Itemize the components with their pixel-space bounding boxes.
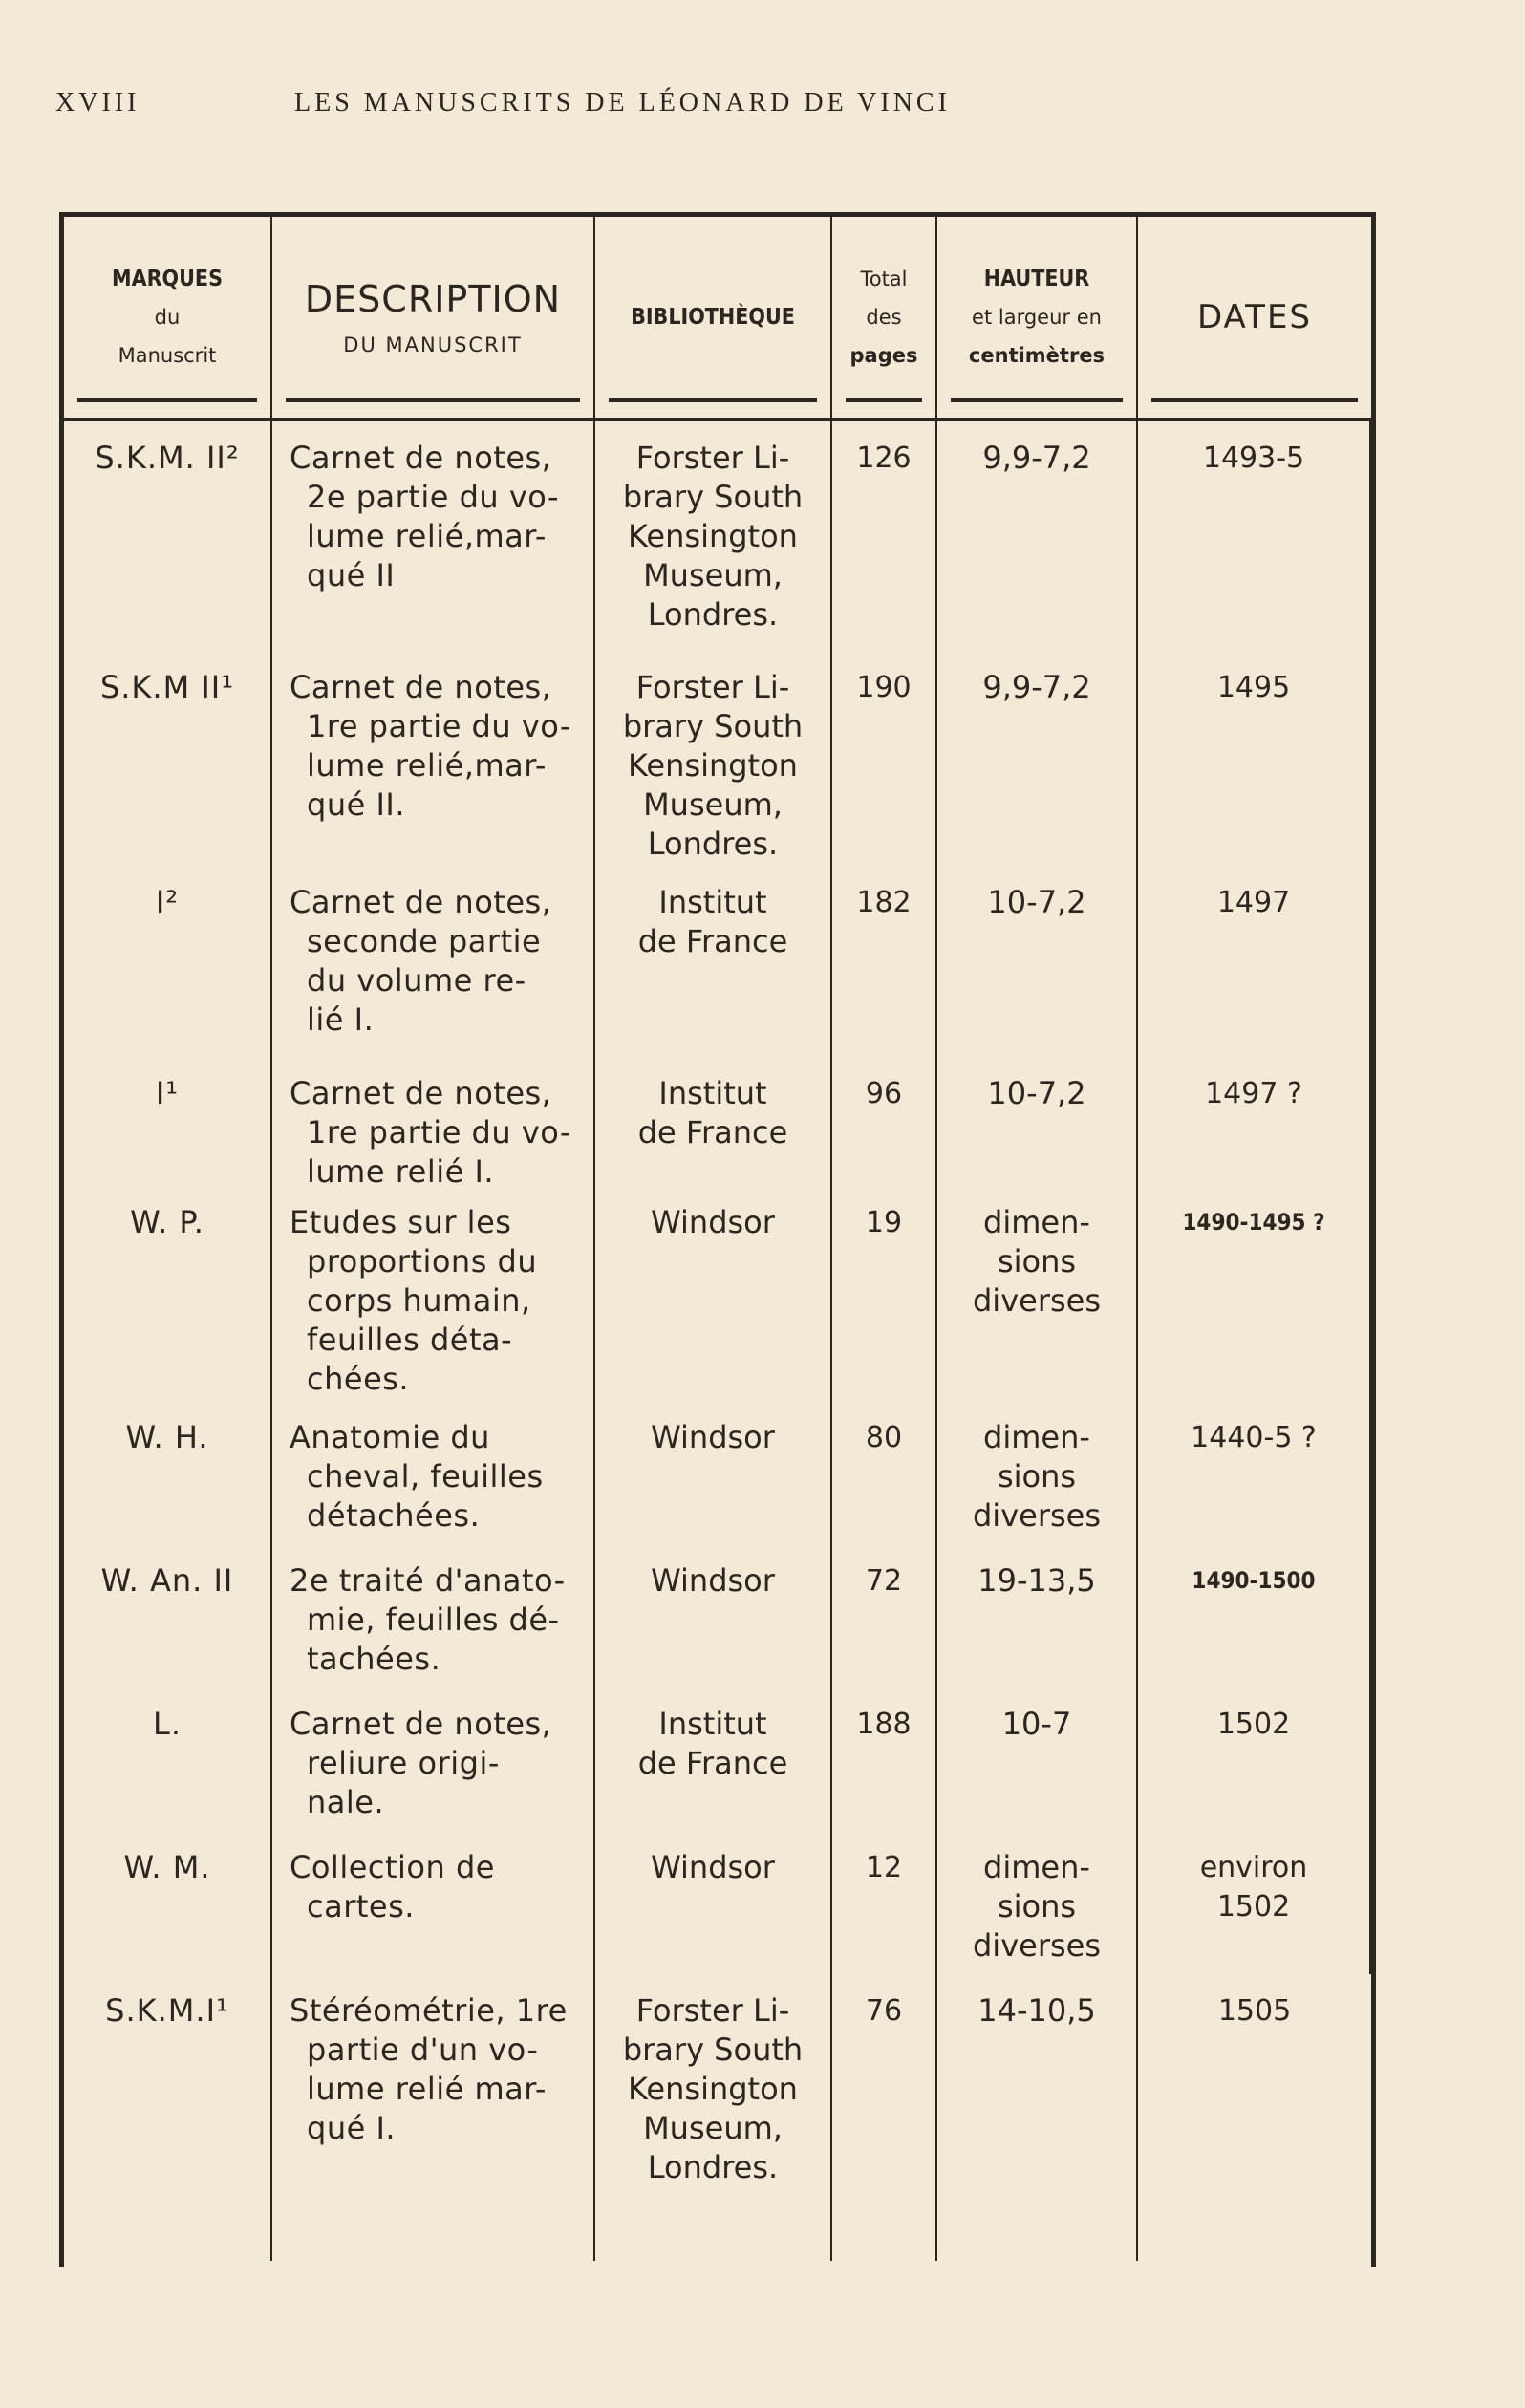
row-date	[1138, 1974, 1371, 2261]
row-total-pages	[832, 1974, 937, 2261]
row-mark	[64, 1186, 272, 1401]
row-description	[272, 1688, 595, 1831]
description-line: 2e partie du vo-	[307, 479, 560, 515]
library-line: Windsor	[651, 1562, 775, 1599]
dimensions-line: sions	[997, 1458, 1077, 1494]
row-library	[595, 1688, 832, 1831]
dimensions-line: 19-13,5	[977, 1562, 1096, 1599]
row-total-pages	[832, 1401, 937, 1544]
library-line: Museum,	[643, 786, 783, 823]
date-line: 1495	[1216, 671, 1291, 704]
row-date	[1138, 1544, 1371, 1688]
library-line: Windsor	[651, 1419, 775, 1455]
row-mark	[64, 866, 272, 1057]
row-library	[595, 866, 832, 1057]
library-line: de France	[637, 1745, 788, 1781]
row-date	[1138, 651, 1371, 866]
date-line: 1497	[1216, 886, 1291, 919]
description-line: qué II.	[307, 786, 405, 823]
header-marques: MARQUES du Manuscrit	[64, 217, 272, 418]
library-line: Kensington	[628, 747, 798, 784]
library-line: brary South	[622, 2032, 804, 2068]
total-pages: 12	[865, 1851, 903, 1884]
row-total-pages	[832, 1057, 937, 1186]
description-line: Stéréométrie, 1re	[290, 1992, 568, 2029]
manuscript-mark: W. M.	[123, 1849, 211, 1885]
library-line: Forster Li-	[635, 669, 790, 705]
library-line: de France	[637, 923, 788, 959]
total-pages: 96	[865, 1077, 903, 1110]
row-mark	[64, 651, 272, 866]
row-mark	[64, 1688, 272, 1831]
library-line: Kensington	[628, 518, 798, 554]
header-dates: DATES	[1138, 217, 1371, 418]
date-line: 1493-5	[1202, 441, 1305, 475]
description-line: proportions du	[307, 1243, 538, 1279]
row-total-pages	[832, 1186, 937, 1401]
manuscript-mark: W. H.	[125, 1419, 209, 1455]
table-body	[64, 421, 1371, 2261]
total-pages: 182	[856, 886, 912, 919]
row-library	[595, 1401, 832, 1544]
row-dimensions	[937, 866, 1138, 1057]
total-pages: 72	[865, 1564, 903, 1598]
page-number: XVIII	[55, 88, 140, 118]
row-dimensions	[937, 1974, 1138, 2261]
row-description	[272, 421, 595, 651]
row-date	[1138, 1057, 1371, 1186]
dimensions-line: 9,9-7,2	[982, 669, 1091, 705]
row-date	[1138, 421, 1371, 651]
row-description	[272, 1974, 595, 2261]
row-dimensions	[937, 1401, 1138, 1544]
row-library	[595, 421, 832, 651]
dimensions-line: diverses	[972, 1927, 1101, 1964]
row-description	[272, 1831, 595, 1974]
dimensions-line: 14-10,5	[977, 1992, 1096, 2029]
row-date	[1138, 866, 1371, 1057]
header-total: Total des pages	[832, 217, 937, 418]
library-line: de France	[637, 1114, 788, 1150]
header-bibliotheque: BIBLIOTHÈQUE	[595, 217, 832, 418]
library-line: Windsor	[651, 1849, 775, 1885]
library-line: Forster Li-	[635, 440, 790, 476]
dimensions-line: 10-7	[1001, 1706, 1072, 1742]
row-total-pages	[832, 866, 937, 1057]
row-description	[272, 1544, 595, 1688]
row-library	[595, 1831, 832, 1974]
description-line: Carnet de notes,	[290, 669, 552, 705]
date-line: 1440-5 ?	[1191, 1421, 1317, 1454]
total-pages: 190	[856, 671, 912, 704]
manuscript-mark: I¹	[155, 1075, 180, 1111]
description-line: lume relié mar-	[307, 2071, 547, 2107]
row-description	[272, 1401, 595, 1544]
date-line: 1502	[1216, 1708, 1291, 1741]
table-header	[64, 217, 1371, 421]
description-line: Collection de	[290, 1849, 495, 1885]
manuscript-mark: S.K.M II¹	[99, 669, 235, 705]
dimensions-line: 10-7,2	[987, 1075, 1086, 1111]
description-line: lume relié,mar-	[307, 747, 547, 784]
row-library	[595, 651, 832, 866]
header-hauteur: HAUTEUR et largeur en centimètres	[937, 217, 1138, 418]
row-date	[1138, 1688, 1371, 1831]
dimensions-line: dimen-	[983, 1204, 1090, 1240]
row-total-pages	[832, 651, 937, 866]
description-line: cartes.	[307, 1888, 415, 1924]
row-total-pages	[832, 1688, 937, 1831]
dimensions-line: dimen-	[983, 1849, 1090, 1885]
description-line: 2e traité d'anato-	[290, 1562, 566, 1599]
description-line: détachées.	[307, 1497, 481, 1534]
library-line: Museum,	[643, 557, 783, 593]
total-pages: 188	[856, 1708, 912, 1741]
description-line: qué I.	[307, 2110, 397, 2146]
description-line: cheval, feuilles	[307, 1458, 544, 1494]
description-line: du volume re-	[307, 962, 526, 999]
manuscripts-table	[59, 212, 1376, 2267]
row-dimensions	[937, 1831, 1138, 1974]
row-description	[272, 651, 595, 866]
dimensions-line: diverses	[972, 1497, 1101, 1534]
date-line: 1505	[1217, 1994, 1292, 2028]
header-description: DESCRIPTION DU MANUSCRIT	[272, 217, 595, 418]
row-dimensions	[937, 651, 1138, 866]
row-date	[1138, 1186, 1371, 1401]
manuscript-mark: W. P.	[130, 1204, 204, 1240]
description-line: seconde partie	[307, 923, 542, 959]
dimensions-line: dimen-	[983, 1419, 1090, 1455]
date-line: 1497 ?	[1205, 1077, 1302, 1110]
row-mark	[64, 1974, 272, 2261]
row-mark	[64, 1544, 272, 1688]
row-dimensions	[937, 421, 1138, 651]
row-description	[272, 1057, 595, 1190]
dimensions-line: 9,9-7,2	[982, 440, 1091, 476]
date-line: 1502	[1216, 1890, 1291, 1924]
description-line: Carnet de notes,	[290, 440, 552, 476]
row-total-pages	[832, 421, 937, 651]
row-library	[595, 1057, 832, 1186]
library-line: Kensington	[628, 2071, 798, 2107]
row-description	[272, 1186, 595, 1401]
row-date	[1138, 1401, 1371, 1544]
library-line: brary South	[622, 708, 804, 744]
description-line: lume relié I.	[307, 1153, 495, 1190]
row-total-pages	[832, 1831, 937, 1974]
library-line: Londres.	[647, 826, 779, 862]
total-pages: 19	[865, 1206, 903, 1239]
row-mark	[64, 1401, 272, 1544]
library-line: Forster Li-	[635, 1992, 790, 2029]
description-line: Carnet de notes,	[290, 1706, 552, 1742]
dimensions-line: diverses	[972, 1282, 1101, 1319]
total-pages: 80	[865, 1421, 903, 1454]
library-line: Institut	[658, 1706, 767, 1742]
library-line: Museum,	[643, 2110, 783, 2146]
description-line: chées.	[307, 1361, 410, 1397]
manuscript-mark: S.K.M.I¹	[105, 1992, 229, 2029]
library-line: Institut	[658, 884, 767, 920]
row-mark	[64, 1057, 272, 1186]
library-line: Londres.	[647, 2149, 779, 2185]
date-line: 1490-1495 ?	[1182, 1209, 1325, 1236]
description-line: feuilles déta-	[307, 1322, 513, 1358]
row-dimensions	[937, 1688, 1138, 1831]
row-library	[595, 1186, 832, 1401]
description-line: tachées.	[307, 1641, 441, 1677]
row-date	[1138, 1831, 1371, 1974]
row-library	[595, 1544, 832, 1688]
total-pages: 76	[865, 1994, 903, 2028]
description-line: mie, feuilles dé-	[307, 1602, 560, 1638]
description-line: 1re partie du vo-	[307, 708, 571, 744]
manuscript-mark: W. An. II	[100, 1562, 234, 1599]
dimensions-line: sions	[997, 1243, 1077, 1279]
library-line: Institut	[658, 1075, 767, 1111]
description-line: Carnet de notes,	[290, 1075, 552, 1111]
row-total-pages	[832, 1544, 937, 1688]
library-line: Londres.	[647, 596, 779, 633]
row-description	[272, 866, 595, 1057]
description-line: Anatomie du	[290, 1419, 490, 1455]
description-line: Etudes sur les	[290, 1204, 512, 1240]
description-line: lié I.	[307, 1001, 375, 1038]
date-line: environ	[1199, 1851, 1308, 1884]
description-line: partie d'un vo-	[307, 2032, 539, 2068]
date-line: 1490-1500	[1192, 1567, 1316, 1594]
library-line: brary South	[622, 479, 804, 515]
description-line: 1re partie du vo-	[307, 1114, 571, 1150]
manuscript-mark: L.	[153, 1706, 182, 1742]
running-title: LES MANUSCRITS DE LÉONARD DE VINCI	[294, 88, 951, 118]
dimensions-line: 10-7,2	[987, 884, 1086, 920]
description-line: reliure origi-	[307, 1745, 500, 1781]
description-line: nale.	[307, 1784, 385, 1820]
row-mark	[64, 421, 272, 651]
description-line: corps humain,	[307, 1282, 531, 1319]
row-dimensions	[937, 1544, 1138, 1688]
row-library	[595, 1974, 832, 2261]
row-dimensions	[937, 1186, 1138, 1401]
dimensions-line: sions	[997, 1888, 1077, 1924]
total-pages: 126	[856, 441, 912, 475]
manuscript-mark: S.K.M. II²	[95, 440, 240, 476]
row-mark	[64, 1831, 272, 1974]
row-dimensions	[937, 1057, 1138, 1186]
description-line: Carnet de notes,	[290, 884, 552, 920]
manuscript-mark: I²	[155, 884, 180, 920]
description-line: qué II	[307, 557, 396, 593]
library-line: Windsor	[651, 1204, 775, 1240]
running-head	[55, 88, 1145, 118]
description-line: lume relié,mar-	[307, 518, 547, 554]
